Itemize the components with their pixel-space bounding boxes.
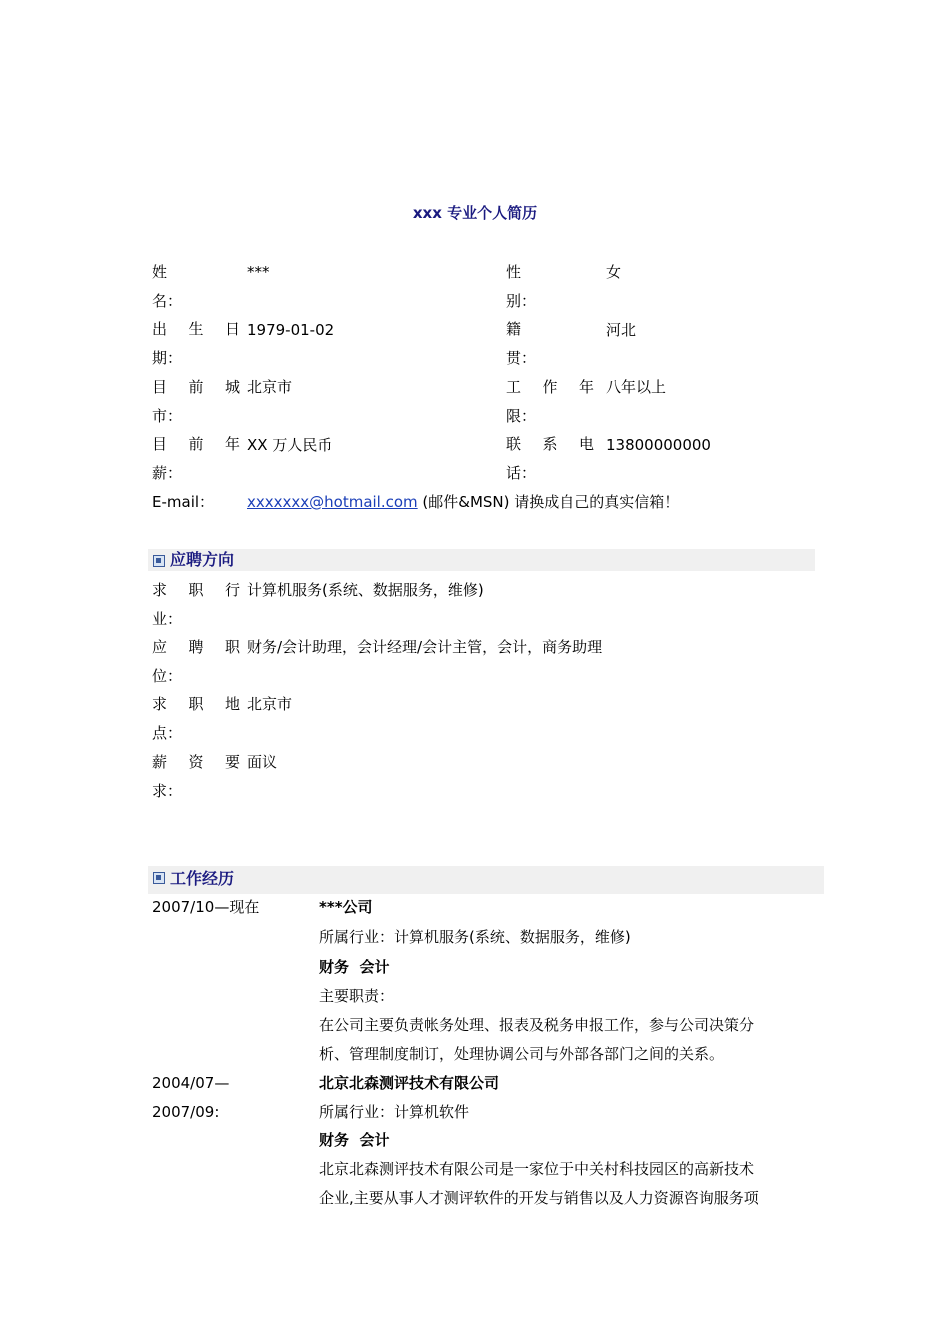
intent-row-industry-label: 求 职 行 业： [152, 581, 240, 628]
work-entry-2-period-end: 2007/09: [152, 1103, 220, 1121]
phone-value: 13800000000 [606, 436, 711, 454]
section-image-icon [153, 872, 165, 884]
intent-row-salary-value: 面议 [247, 753, 278, 771]
intent-row-position-label: 应 聘 职 位： [152, 638, 240, 685]
intent-row-industry-value: 计算机服务(系统、数据服务，维修) [247, 581, 484, 599]
work-entry-2-industry: 所属行业：计算机软件 [319, 1103, 470, 1121]
salary-value: XX 万人民币 [247, 436, 333, 454]
job-intent-heading: 应聘方向 [170, 550, 235, 569]
intent-row-salary-label: 薪 资 要 求： [152, 753, 240, 800]
intent-row-location-value: 北京市 [247, 695, 293, 713]
email-line [247, 492, 679, 512]
birth-value: 1979-01-02 [247, 321, 335, 339]
work-entry-2-desc-line: 北京北森测评技术有限公司是一家位于中关村科技园区的高新技术 [319, 1160, 755, 1178]
salary-label: 目 前 年 薪： [152, 435, 240, 482]
work-entry-1-desc-line: 在公司主要负责帐务处理、报表及税务申报工作，参与公司决策分 [319, 1016, 755, 1034]
work-entry-2-position: 财务 会计 [319, 1131, 390, 1149]
work-entry-2-desc-line: 企业,主要从事人才测评软件的开发与销售以及人力资源咨询服务项 [319, 1189, 759, 1207]
work-section-bar [148, 866, 824, 894]
work-entry-1-industry: 所属行业：计算机服务(系统、数据服务，维修) [319, 928, 631, 946]
years-value: 八年以上 [606, 378, 667, 396]
name-label: 姓 名： [152, 263, 183, 310]
gender-label: 性 别： [506, 263, 537, 310]
email-note: (邮件&MSN) 请换成自己的真实信箱！ [417, 493, 680, 511]
native-label: 籍 贯： [506, 320, 537, 367]
name-value: *** [247, 263, 270, 281]
birth-label: 出 生 日 期： [152, 320, 240, 367]
gender-value: 女 [606, 263, 622, 281]
work-entry-1-period: 2007/10—现在 [152, 898, 260, 916]
work-entry-1-company: ***公司 [319, 898, 373, 916]
work-entry-1-desc-line: 析、管理制度制订，处理协调公司与外部各部门之间的关系。 [319, 1045, 725, 1063]
phone-label: 联 系 电 话： [506, 435, 594, 482]
work-entry-1-duties-label: 主要职责： [319, 987, 395, 1005]
email-link[interactable]: xxxxxxx@hotmail.com [247, 493, 418, 511]
section-image-icon [153, 555, 165, 567]
job-intent-section-bar [148, 549, 815, 571]
email-label: E-mail： [152, 493, 215, 511]
native-value: 河北 [606, 321, 637, 339]
work-entry-2-period-start: 2004/07— [152, 1074, 230, 1092]
city-value: 北京市 [247, 378, 293, 396]
work-entry-1-position: 财务 会计 [319, 958, 390, 976]
work-entry-2-company: 北京北森测评技术有限公司 [319, 1074, 500, 1092]
city-label: 目 前 城 市： [152, 378, 240, 425]
years-label: 工 作 年 限： [506, 378, 594, 425]
intent-row-position-value: 财务/会计助理，会计经理/会计主管，会计，商务助理 [247, 638, 603, 656]
work-heading: 工作经历 [170, 869, 235, 888]
intent-row-location-label: 求 职 地 点： [152, 695, 240, 742]
resume-title: xxx 专业个人简历 [412, 204, 538, 222]
